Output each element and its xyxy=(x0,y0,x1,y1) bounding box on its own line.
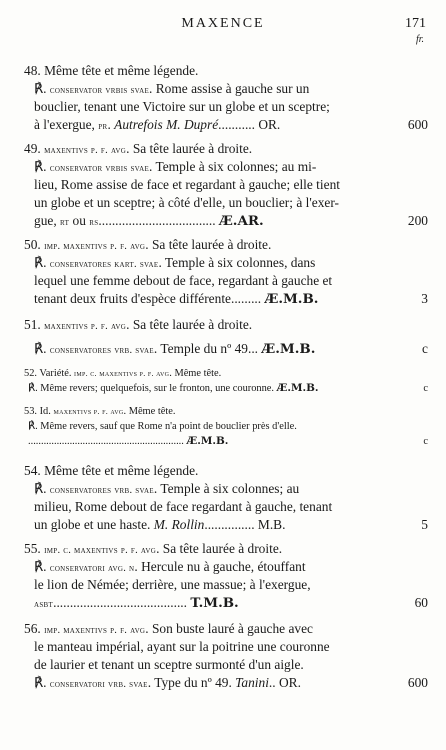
entry-line xyxy=(34,158,406,178)
entry-text: Æ.M.B. xyxy=(261,341,316,357)
price-value: c xyxy=(423,383,428,394)
entry-text: à l'exergue, xyxy=(34,117,99,132)
entry-text: 53. Id. xyxy=(24,406,54,417)
price-value: 5 xyxy=(421,517,428,532)
entry-text: . Type du nº 49. xyxy=(147,675,236,690)
entry-text: ℟. xyxy=(34,559,50,574)
entry-text: ........... OR. xyxy=(218,117,281,132)
entry-text: 51. xyxy=(24,317,45,332)
entry-line xyxy=(28,381,406,396)
entry-line xyxy=(34,80,406,100)
entry-line xyxy=(28,419,406,434)
entry-text: pr xyxy=(98,121,108,132)
entry-text: 50. xyxy=(24,237,45,252)
entry-text: maxentivs p. f. avg xyxy=(44,321,127,332)
entry-line xyxy=(24,404,406,419)
entry-line xyxy=(34,516,406,534)
entry-text: tenant deux fruits d'espèce différente......... xyxy=(34,291,265,306)
entry-text: conservatores vrb. svae xyxy=(49,485,154,496)
entry-text: Tanini xyxy=(235,675,269,690)
entry-text: maxentivs p. f. avg xyxy=(44,145,127,156)
page-number: 171 xyxy=(405,16,426,31)
entry-text: ................................... xyxy=(98,213,219,228)
entry-text: de laurier et tenant un sceptre surmonté d'un aigle. xyxy=(34,657,304,672)
entry-text: imp. c. maxentivs p. f. avg xyxy=(74,369,170,378)
entry-text: ............... M.B. xyxy=(204,517,286,532)
entry-text: .. OR. xyxy=(268,675,301,690)
entry-text: . xyxy=(107,117,115,132)
entry-text: lequel une femme debout de face, regardant à gauche et xyxy=(34,273,333,288)
entry-text: un globe et une haste. xyxy=(34,517,154,532)
entry-text: ou xyxy=(69,213,90,228)
entry-text: maxentivs p. f. avg xyxy=(53,407,124,416)
entry-text: ℟. xyxy=(34,675,50,690)
entry-text: 52. Variété. xyxy=(24,368,75,379)
entry-line xyxy=(34,290,406,308)
entry-text: 54. Même tête et même légende. xyxy=(24,463,199,478)
entry-text: bouclier, tenant une Victoire sur un globe et un sceptre; xyxy=(34,99,330,114)
entry-line xyxy=(34,594,406,614)
entry-text: conservator vrbis svae xyxy=(49,85,150,96)
price-value: 600 xyxy=(407,117,428,132)
entry-text: ........................................ xyxy=(53,595,191,610)
entry-text: . Hercule nu à gauche, étouffant xyxy=(134,559,306,574)
price-value: 600 xyxy=(407,675,428,690)
entry-line xyxy=(24,140,406,160)
entry-text: rt xyxy=(60,217,70,228)
entry-line xyxy=(34,656,406,674)
price-value: 60 xyxy=(414,595,428,610)
entry-line xyxy=(34,480,406,500)
entry-text: Æ.M.B. xyxy=(276,382,319,394)
entry-line xyxy=(34,340,406,360)
entry-text: . Temple du nº 49... xyxy=(153,341,262,356)
entry-text: ℟. xyxy=(34,81,50,96)
entry-text: . Sa tête laurée à droite. xyxy=(126,141,253,156)
entry-text: ℟. xyxy=(34,255,50,270)
entry-text: un globe et un sceptre; à côté d'elle, un bouclier; à l'exer- xyxy=(34,195,339,210)
entry-text: . Rome assise à gauche sur un xyxy=(149,81,310,96)
entry-line xyxy=(24,366,406,381)
entry-text: 48. Même tête et même légende. xyxy=(24,63,199,78)
entry-text: ............................................................ xyxy=(28,436,187,447)
entry-line xyxy=(34,176,406,194)
entry-text: ℟. Même revers; quelquefois, sur le fronton, une couronne. xyxy=(28,383,277,394)
entry-text: Æ.M.B. xyxy=(186,435,229,447)
entry-text: Autrefois M. Dupré xyxy=(114,117,219,132)
entry-line xyxy=(34,272,406,290)
entry-text: conservator vrbis svae xyxy=(49,163,150,174)
entry-text: . Temple à six colonnes, dans xyxy=(158,255,316,270)
price-value: c xyxy=(422,341,428,356)
entry-text: 55. xyxy=(24,541,45,556)
entry-text: le lion de Némée; derrière, une massue; à l'exergue, xyxy=(34,577,311,592)
entry-line xyxy=(34,98,406,116)
entry-text: ℟. xyxy=(34,159,50,174)
entry-text: ℟. Même revers, sauf que Rome n'a point de bouclier près d'elle. xyxy=(28,421,297,432)
entry-line xyxy=(34,212,406,232)
entry-text: rs xyxy=(89,217,99,228)
entry-line xyxy=(28,434,406,449)
entry-text: M. Rollin xyxy=(153,517,205,532)
entry-line xyxy=(24,620,406,640)
entry-text: Æ.AR. xyxy=(218,213,264,229)
entry-text: 49. xyxy=(24,141,45,156)
entry-text: ℟. xyxy=(34,341,50,356)
entry-line xyxy=(34,576,406,594)
price-value: 3 xyxy=(421,291,428,306)
entry-text: Æ.M.B. xyxy=(264,291,319,307)
entry-text: lieu, Rome assise de face et regardant à gauche; elle tient xyxy=(34,177,340,192)
entry-text: . Temple à six colonnes; au xyxy=(153,481,300,496)
entry-line xyxy=(24,540,406,560)
entry-line xyxy=(24,62,406,80)
entry-text: . Même tête. xyxy=(123,406,176,417)
entry-text: asbt xyxy=(34,599,54,610)
entry-line xyxy=(24,316,406,336)
entry-text: conservatori vrb. svae xyxy=(49,679,148,690)
entry-text: conservatores kart. svae xyxy=(49,259,159,270)
entry-line xyxy=(34,558,406,578)
entry-text: 56. xyxy=(24,621,45,636)
entry-text: conservatori avg. n xyxy=(49,563,135,574)
entry-text: imp. maxentivs p. f. avg xyxy=(44,625,146,636)
price-value: 200 xyxy=(407,213,428,228)
entry-text: le manteau impérial, ayant sur la poitrine une couronne xyxy=(34,639,330,654)
price-value: c xyxy=(423,436,428,447)
price-unit: fr. xyxy=(415,34,424,45)
entry-line xyxy=(34,254,406,274)
entry-text: imp. maxentivs p. f. avg xyxy=(44,241,146,252)
entry-line xyxy=(34,674,406,694)
entry-line xyxy=(34,638,406,656)
entry-text: conservatores vrb. svae xyxy=(49,345,154,356)
entry-line xyxy=(24,236,406,256)
entry-text: T.M.B. xyxy=(190,595,239,611)
entry-line xyxy=(34,194,406,212)
entry-text: . Temple à six colonnes; au mi- xyxy=(149,159,317,174)
entry-text: imp. c. maxentivs p. f. avg xyxy=(44,545,157,556)
entry-text: gue, xyxy=(34,213,61,228)
running-head: MAXENCE xyxy=(181,16,265,31)
entry-text: . Sa tête laurée à droite. xyxy=(126,317,253,332)
entry-text: milieu, Rome debout de face regardant à gauche, tenant xyxy=(34,499,333,514)
entry-line xyxy=(34,498,406,516)
entry-text: . Même tête. xyxy=(169,368,222,379)
entry-text: . Sa tête laurée à droite. xyxy=(156,541,283,556)
entry-text: ℟. xyxy=(34,481,50,496)
entry-line xyxy=(24,462,406,480)
entry-line xyxy=(34,116,406,136)
entry-text: . Son buste lauré à gauche avec xyxy=(145,621,313,636)
entry-text: . Sa tête laurée à droite. xyxy=(145,237,272,252)
